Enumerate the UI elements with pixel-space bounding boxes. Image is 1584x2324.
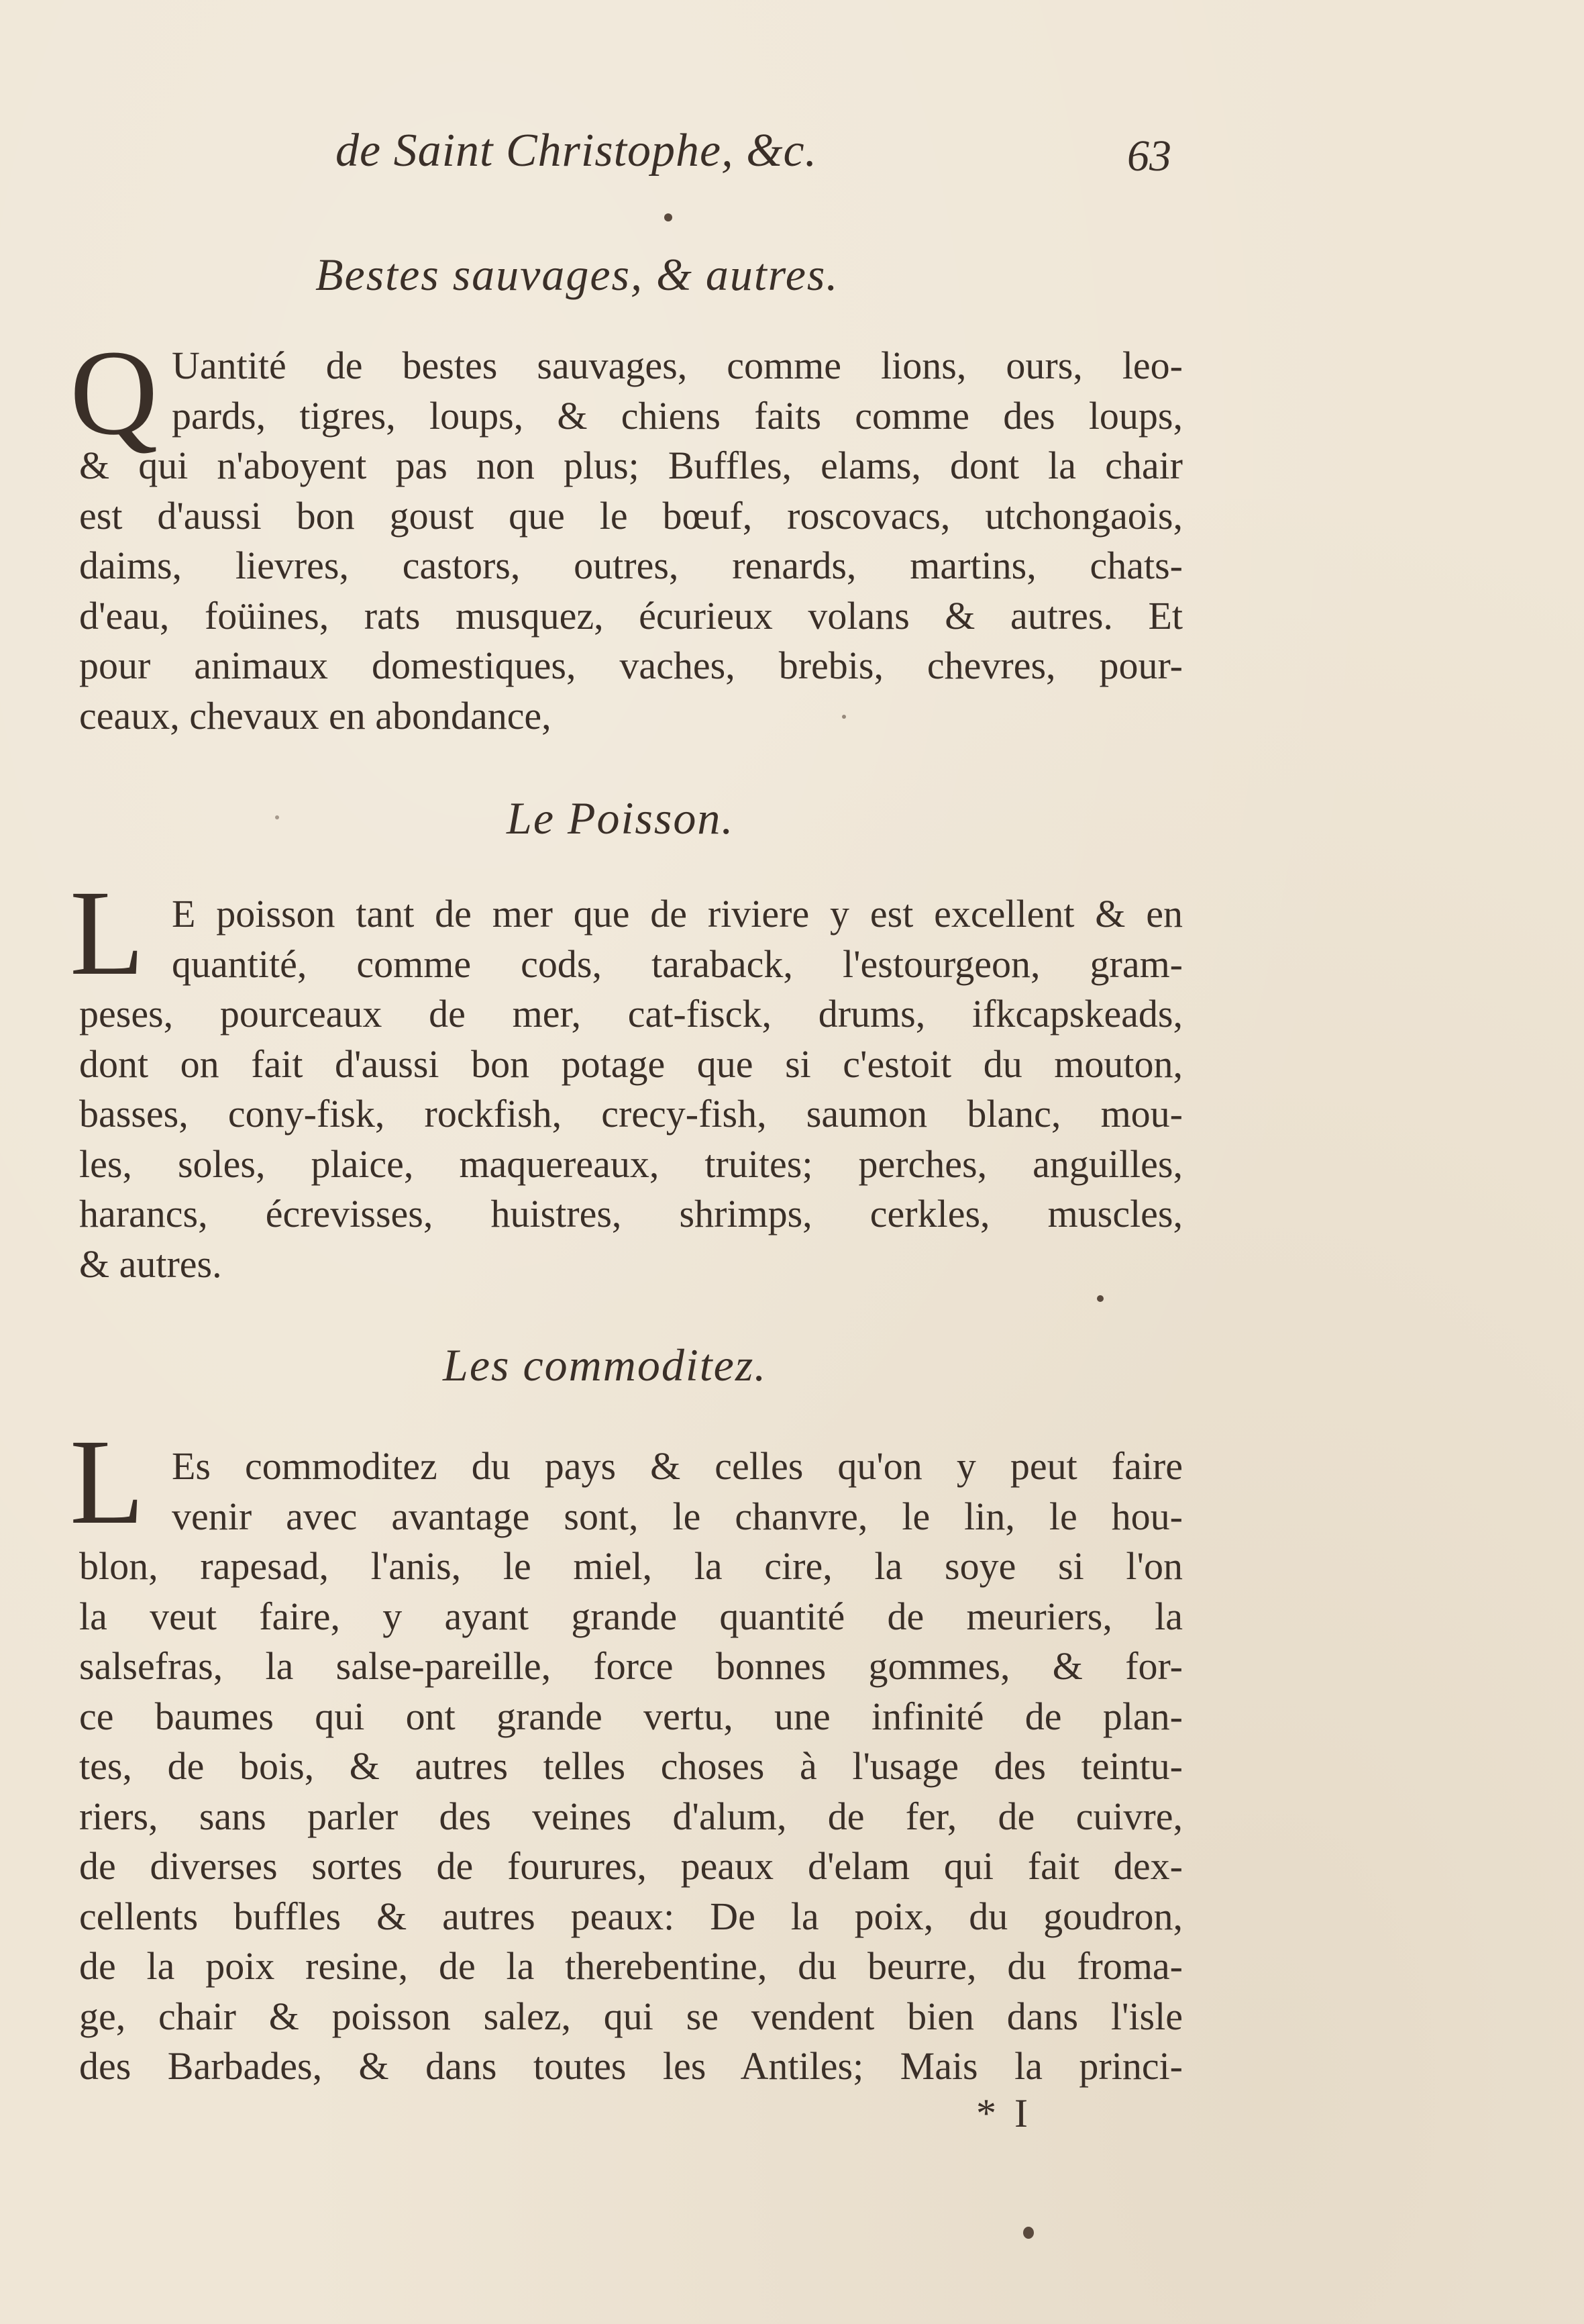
text-line: est d'aussi bon goust que le bœuf, roscovacs, utchongaois, [79,493,1183,538]
dropcap-l-commoditez: L [70,1415,145,1550]
ink-speck [275,815,279,819]
text-line: blon, rapesad, l'anis, le miel, la cire, la soye si l'on [79,1544,1183,1588]
text-line: riers, sans parler des veines d'alum, de fer, de cuivre, [79,1794,1183,1838]
section-heading-poisson: Le Poisson. [507,793,735,844]
text-line: tes, de bois, & autres telles choses à l'usage des teintu- [79,1744,1183,1788]
text-line: dont on fait d'aussi bon potage que si c'estoit du mouton, [79,1042,1183,1086]
text-line: ce baumes qui ont grande vertu, une infinité de plan- [79,1694,1183,1738]
text-line: pards, tigres, loups, & chiens faits comme des loups, [172,393,1183,438]
paragraph-commoditez [79,1442,1183,2092]
dropcap-q: Q [70,325,158,460]
paragraph-poisson [79,889,1183,1289]
text-line: des Barbades, & dans toutes les Antiles; Mais la princi- [79,2044,1183,2088]
text-line: harancs, écrevisses, huistres, shrimps, cerkles, muscles, [79,1192,1183,1235]
ink-speck [842,715,846,719]
text-line: quantité, comme cods, taraback, l'estourgeon, gram- [172,942,1183,986]
text-line: basses, cony-fisk, rockfish, crecy-fish, saumon blanc, mou- [79,1092,1183,1135]
dropcap-l-poisson: L [70,866,145,1001]
text-line: cellents buffles & autres peaux: De la poix, du goudron, [79,1894,1183,1938]
text-line: & qui n'aboyent pas non plus; Buffles, elams, dont la chair [79,444,1183,487]
text-line: de la poix resine, de la therebentine, du beurre, du froma- [79,1944,1183,1988]
text-line: la veut faire, y ayant grande quantité de meuriers, la [79,1594,1183,1638]
signature-mark: * I [976,2091,1032,2135]
text-line: de diverses sortes de fourures, peaux d'elam qui fait dex- [79,1844,1183,1888]
text-line: d'eau, foüines, rats musquez, écurieux volans & autres. Et [79,593,1183,638]
text-line: venir avec avantage sont, le chanvre, le lin, le hou- [172,1494,1183,1538]
text-line: les, soles, plaice, maquereaux, truites; perches, anguilles, [79,1142,1183,1186]
text-line: & autres. [79,1242,222,1286]
text-line: Es commoditez du pays & celles qu'on y peut faire [172,1444,1183,1488]
text-line: peses, pourceaux de mer, cat-fisck, drums, ifkcapskeads, [79,992,1183,1035]
ink-speck [1023,2227,1034,2239]
text-line: E poisson tant de mer que de riviere y est excellent & en [172,892,1183,936]
text-line: salsefras, la salse-pareille, force bonnes gommes, & for- [79,1644,1183,1688]
page-number: 63 [1127,132,1171,181]
section-heading-bestes: Bestes sauvages, & autres. [315,249,839,300]
text-line: ge, chair & poisson salez, qui se vendent bien dans l'isle [79,1994,1183,2038]
ink-speck [664,213,672,221]
paragraph-bestes [79,341,1183,741]
ink-speck [1097,1295,1104,1302]
section-heading-commoditez: Les commoditez. [443,1340,768,1391]
text-line: ceaux, chevaux en abondance, [79,693,551,738]
running-head: de Saint Christophe, &c. [335,125,818,176]
text-line: daims, lievres, castors, outres, renards, martins, chats- [79,544,1183,587]
text-line: Uantité de bestes sauvages, comme lions, ours, leo- [172,344,1183,387]
text-line: pour animaux domestiques, vaches, brebis, chevres, pour- [79,644,1183,687]
